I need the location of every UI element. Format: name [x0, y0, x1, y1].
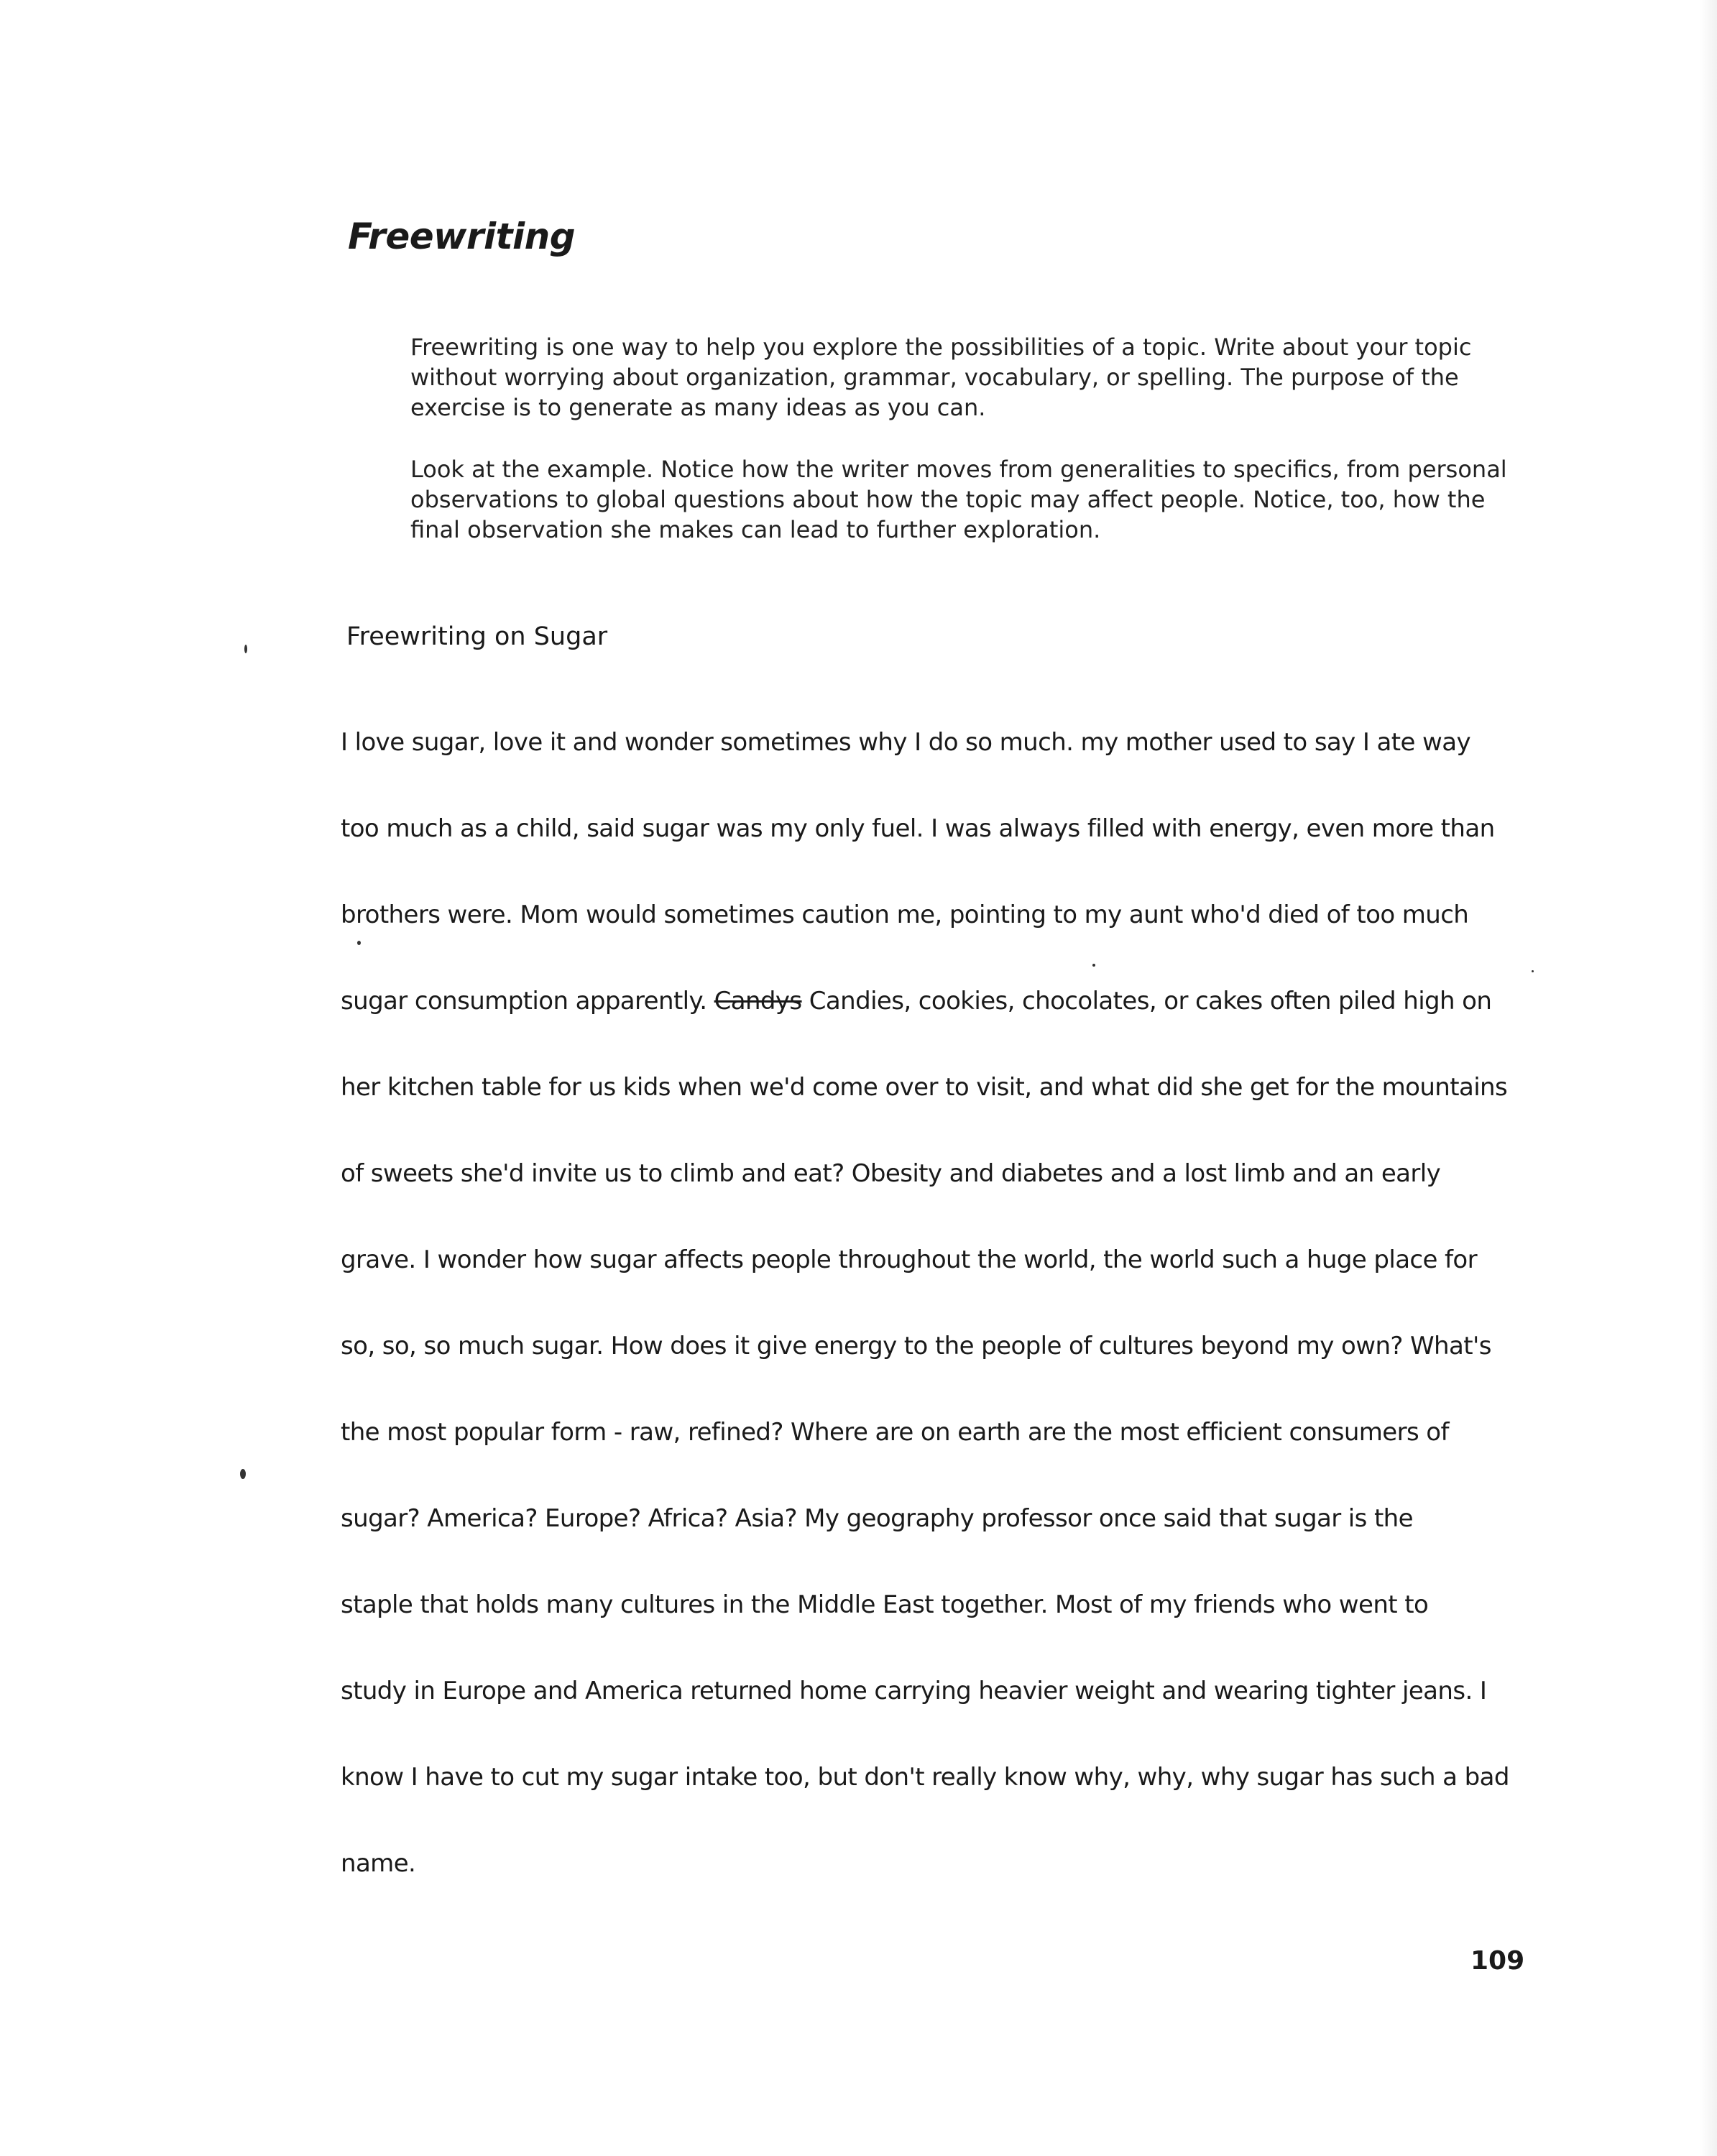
- sample-line: study in Europe and America returned home carrying heavier weight and wearing tighter jeans. I: [341, 1677, 1487, 1705]
- sample-title: Freewriting on Sugar: [346, 622, 608, 651]
- sample-line-with-correction: [341, 980, 1534, 1066]
- scan-speck: [240, 1469, 246, 1479]
- freewriting-sample: [341, 721, 1534, 1928]
- sample-line: name.: [341, 1849, 416, 1878]
- scan-speck: [244, 645, 247, 653]
- sample-line: of sweets she'd invite us to climb and eat? Obesity and diabetes and a lost limb and an early: [341, 1159, 1441, 1188]
- intro-paragraph-2: Look at the example. Notice how the writer moves from generalities to specifics, from personal observations to global questions about how the topic may affect people. Notice, too, how the final observation she makes can lead to further exploration.: [410, 456, 1507, 543]
- sample-line: brothers were. Mom would sometimes caution me, pointing to my aunt who'd died of too much: [341, 900, 1469, 929]
- line-text-before: sugar consumption apparently.: [341, 987, 714, 1015]
- struck-out-word: Candys: [714, 987, 802, 1015]
- scan-speck: [1092, 964, 1095, 967]
- sample-line: the most popular form - raw, refined? Where are on earth are the most efficient consumers of: [341, 1418, 1449, 1447]
- scan-speck: [357, 941, 361, 945]
- section-heading: Freewriting: [348, 216, 576, 257]
- page-number: 109: [1470, 1946, 1525, 1976]
- scan-speck: [1532, 970, 1534, 972]
- sample-line: too much as a child, said sugar was my only fuel. I was always filled with energy, even more than: [341, 814, 1495, 843]
- intro-paragraph-1: Freewriting is one way to help you explore the possibilities of a topic. Write about your topic without worrying about organization, grammar, vocabulary, or spelling. The purpose of the exercise is to generate as many ideas as you can.: [410, 333, 1472, 421]
- sample-line: I love sugar, love it and wonder sometimes why I do so much. my mother used to say I ate way: [341, 728, 1470, 757]
- sample-line: so, so, so much sugar. How does it give energy to the people of cultures beyond my own? What's: [341, 1332, 1491, 1360]
- sample-line: staple that holds many cultures in the Middle East together. Most of my friends who went to: [341, 1590, 1429, 1619]
- page-edge-shadow: [1700, 0, 1717, 2156]
- sample-line: grave. I wonder how sugar affects people throughout the world, the world such a huge place for: [341, 1245, 1477, 1274]
- sample-line: her kitchen table for us kids when we'd come over to visit, and what did she get for the mountains: [341, 1073, 1508, 1102]
- line-text-after: Candies, cookies, chocolates, or cakes often piled high on: [801, 987, 1492, 1015]
- sample-line: sugar? America? Europe? Africa? Asia? My geography professor once said that sugar is the: [341, 1504, 1413, 1533]
- sample-line: know I have to cut my sugar intake too, but don't really know why, why, why sugar has such a bad: [341, 1763, 1509, 1792]
